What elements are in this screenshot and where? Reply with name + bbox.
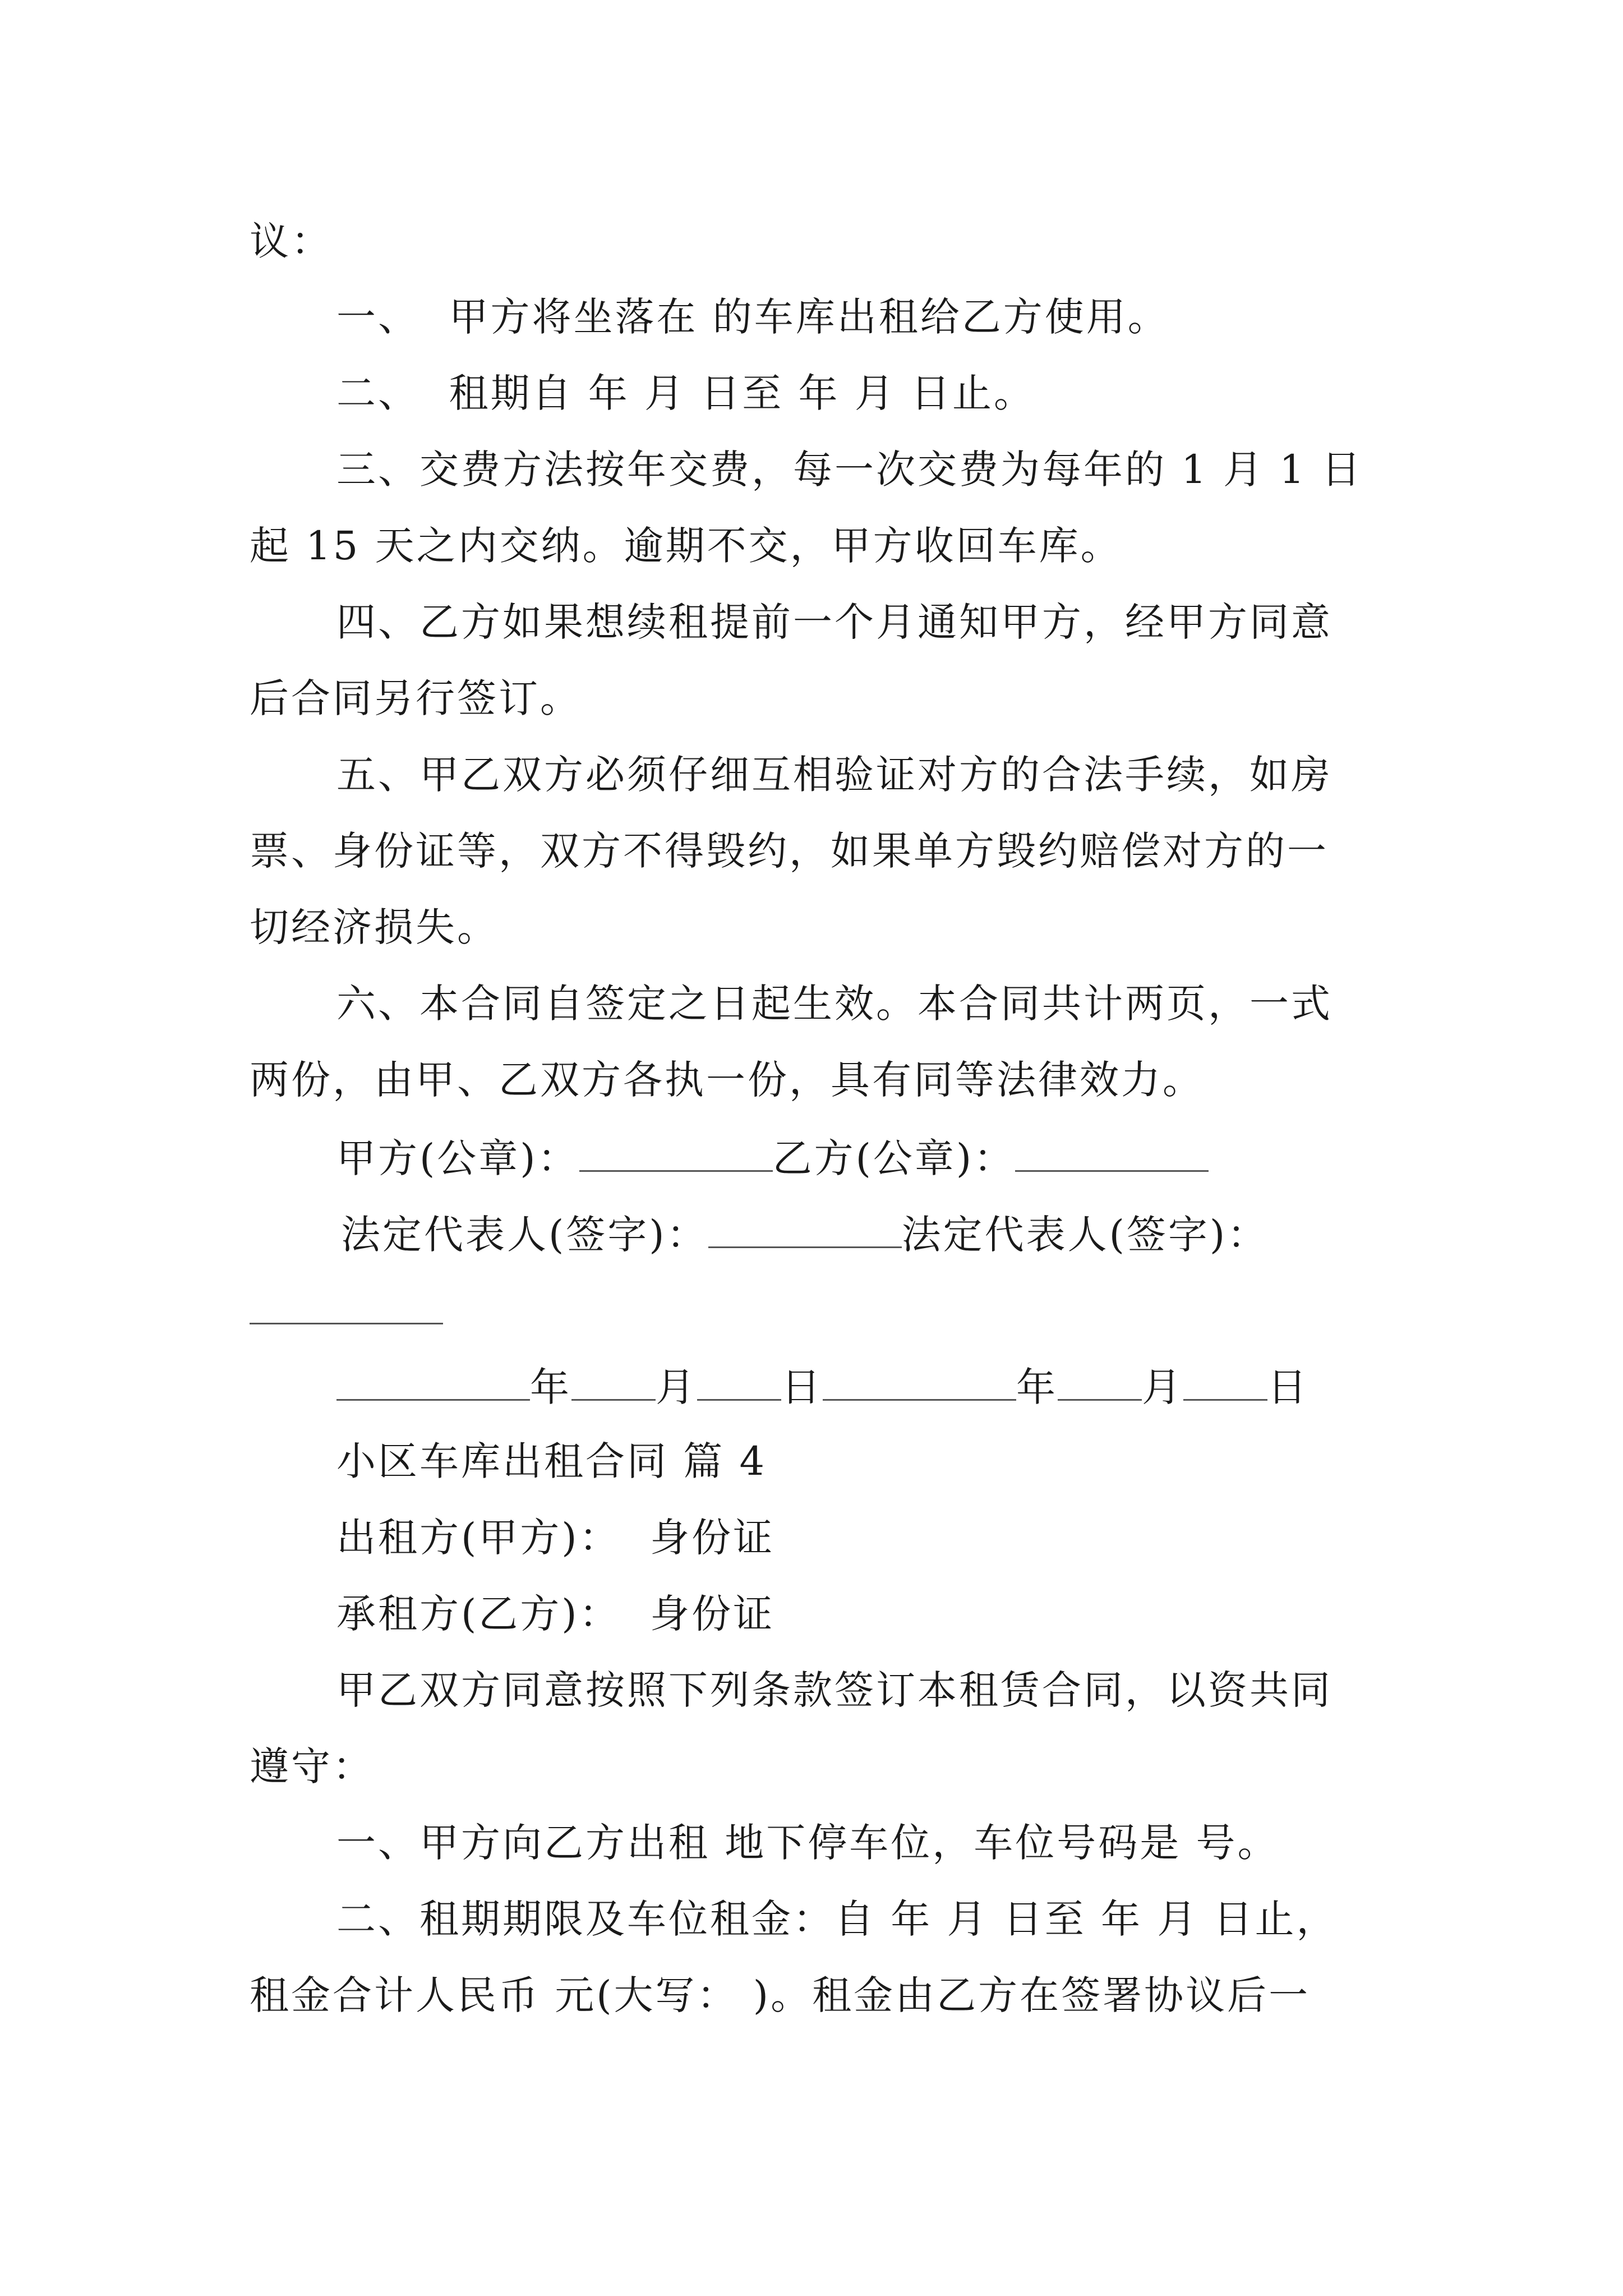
rep-b-blank[interactable] (250, 1283, 443, 1324)
year-a-blank[interactable] (336, 1360, 530, 1401)
month-label: 月 (656, 1364, 697, 1410)
text-line: 二、 租期自 年 月 日至 年 月 日止。 (336, 370, 1036, 416)
text-line: 一、 甲方将坐落在 的车库出租给乙方使用。 (336, 294, 1169, 340)
text-line: 切经济损失。 (250, 904, 499, 950)
rep-b-label: 法定代表人(签字)： (901, 1212, 1269, 1258)
month-label: 月 (1142, 1364, 1183, 1410)
day-b-blank[interactable] (1183, 1360, 1267, 1401)
intro-line: 甲乙双方同意按照下列条款签订本租赁合同，以资共同 (336, 1667, 1332, 1713)
clause-line: 租金合计人民币 元(大写： )。租金由乙方在签署协议后一 (250, 1972, 1311, 2018)
text-line: 议： (250, 218, 333, 264)
section-title: 小区车库出租合同 篇 4 (336, 1438, 767, 1484)
text-line: 四、乙方如果想续租提前一个月通知甲方，经甲方同意 (336, 599, 1332, 645)
month-b-blank[interactable] (1058, 1360, 1142, 1401)
year-b-blank[interactable] (823, 1360, 1016, 1401)
clause-line: 二、租期期限及车位租金：自 年 月 日至 年 月 日止， (336, 1896, 1338, 1942)
text-line: 六、本合同自签定之日起生效。本合同共计两页，一式 (336, 981, 1332, 1027)
text-line: 后合同另行签订。 (250, 675, 582, 721)
lessee-line: 承租方(乙方)： 身份证 (336, 1591, 775, 1637)
day-label: 日 (781, 1364, 823, 1410)
rep-a-label: 法定代表人(签字)： (341, 1212, 708, 1258)
text-line: 票、身份证等，双方不得毁约，如果单方毁约赔偿对方的一 (250, 828, 1329, 874)
party-a-seal-label: 甲方(公章)： (336, 1135, 579, 1181)
seal-line (336, 1131, 1209, 1181)
rep-b-blank-line (250, 1283, 443, 1334)
party-b-seal-label: 乙方(公章)： (772, 1135, 1016, 1181)
lessor-line: 出租方(甲方)： 身份证 (336, 1515, 775, 1561)
text-line: 五、甲乙双方必须仔细互相验证对方的合法手续，如房 (336, 752, 1332, 798)
clause-line: 一、甲方向乙方出租 地下停车位，车位号码是 号。 (336, 1820, 1279, 1866)
date-line (336, 1360, 1309, 1410)
year-label: 年 (530, 1364, 571, 1410)
month-a-blank[interactable] (571, 1360, 656, 1401)
text-line: 三、交费方法按年交费，每一次交费为每年的 1 月 1 日 (336, 447, 1363, 493)
representative-line (341, 1207, 1269, 1258)
text-line: 两份，由甲、乙双方各执一份，具有同等法律效力。 (250, 1057, 1204, 1103)
year-label: 年 (1016, 1364, 1058, 1410)
day-a-blank[interactable] (697, 1360, 781, 1401)
intro-line: 遵守： (250, 1743, 374, 1789)
party-b-seal-blank[interactable] (1015, 1131, 1209, 1172)
day-label: 日 (1267, 1364, 1309, 1410)
party-a-seal-blank[interactable] (579, 1131, 773, 1172)
text-line: 起 15 天之内交纳。逾期不交，甲方收回车库。 (250, 523, 1122, 569)
rep-a-blank[interactable] (708, 1207, 902, 1248)
